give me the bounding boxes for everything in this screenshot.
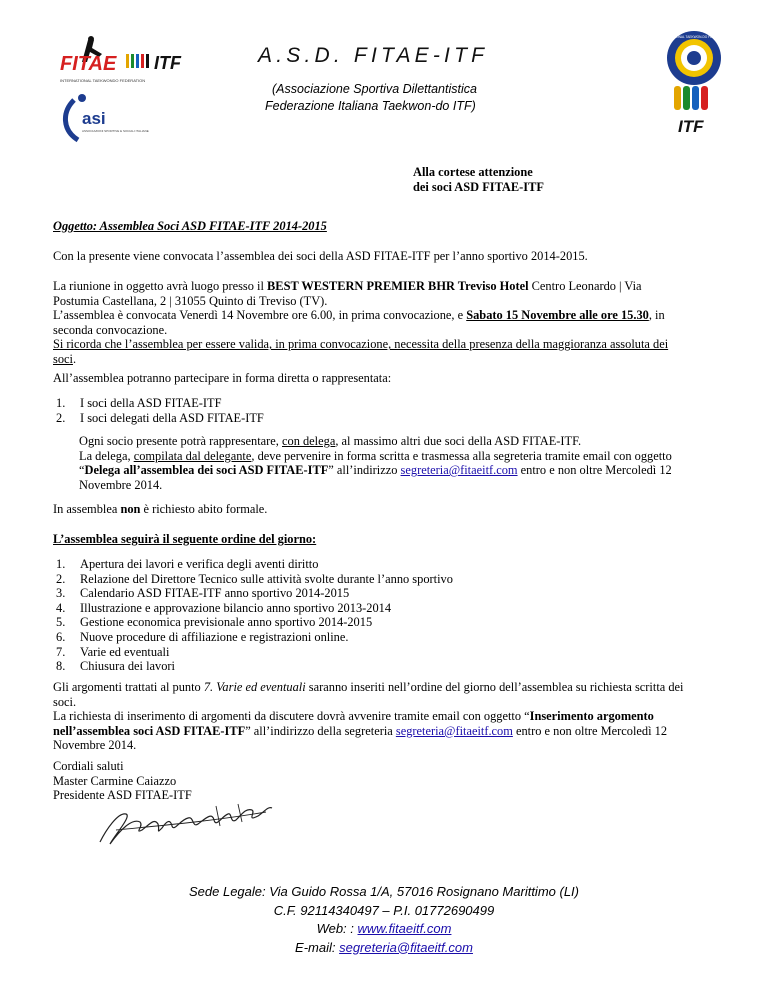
participation-list xyxy=(56,396,264,425)
agenda-item xyxy=(56,557,453,572)
signer-name: Master Carmine Caiazzo xyxy=(53,773,177,788)
svg-text:asi: asi xyxy=(82,109,106,128)
footer-tax-ids: C.F. 92114340497 – P.I. 01772690499 xyxy=(273,902,495,918)
footer-email: E-mail: segreteria@fitaeitf.com xyxy=(295,939,473,955)
agenda-item xyxy=(56,586,453,601)
footer-web-link[interactable]: www.fitaeitf.com xyxy=(357,921,452,936)
agenda-item xyxy=(56,572,453,587)
attention-block xyxy=(413,165,544,194)
agenda-item-text: Relazione del Direttore Tecnico sulle attività svolte durante l’anno sportivo xyxy=(80,571,453,586)
closing-greeting: Cordiali saluti xyxy=(53,759,124,773)
attention-line2: dei soci ASD FITAE-ITF xyxy=(413,179,544,194)
agenda-item-text: Nuove procedure di affiliazione e registrazioni online. xyxy=(80,629,349,644)
agenda-item-number: 5. xyxy=(56,615,66,630)
agenda-item-text: Varie ed eventuali xyxy=(80,644,170,659)
dress-code: In assemblea non è richiesto abito formale. xyxy=(53,502,268,516)
participation-item xyxy=(56,411,264,426)
agenda-item xyxy=(56,630,453,645)
agenda-item xyxy=(56,615,453,630)
agenda-item-number: 6. xyxy=(56,629,66,644)
org-title: A.S.D. FITAE-ITF xyxy=(258,44,489,67)
svg-text:ASSOCIAZIONI SPORTIVE E SOCIAL: ASSOCIAZIONI SPORTIVE E SOCIALI ITALIANE xyxy=(82,129,149,133)
svg-text:ITF: ITF xyxy=(678,117,704,136)
agenda-item-number: 3. xyxy=(56,586,66,601)
agenda-item-text: Gestione economica previsionale anno sportivo 2014-2015 xyxy=(80,615,373,630)
delega-paragraph: Ogni socio presente potrà rappresentare, con delega, al massimo altri due soci della ASD FITAE-ITF. La delega, compilata dal delegante, deve pervenire in forma scritta e trasmessa alla segreteria tramite email con oggetto “Delega all’assemblea dei soci ASD FITAE-ITF” all’indirizzo segreteria@fitaeitf.com entro e non oltre Mercoledì 12 Novembre 2014. xyxy=(79,434,672,492)
footer-address: Sede Legale: Via Guido Rossa 1/A, 57016 Rosignano Marittimo (LI) xyxy=(189,884,579,899)
svg-text:INTERNATIONAL TAEKWON-DO FEDER: INTERNATIONAL TAEKWON-DO FEDERATION xyxy=(659,35,729,39)
svg-text:INTERNATIONAL TAEKWONDO FEDERA: INTERNATIONAL TAEKWONDO FEDERATION xyxy=(60,78,146,83)
asi-logo xyxy=(60,90,149,144)
fitae-itf-logo xyxy=(58,36,186,86)
agenda-item-text: Calendario ASD FITAE-ITF anno sportivo 2014-2015 xyxy=(80,586,350,601)
agenda-item-number: 4. xyxy=(56,600,66,615)
participation-item-number: 1. xyxy=(56,396,66,410)
agenda-item xyxy=(56,645,453,660)
agenda-item xyxy=(56,659,453,674)
agenda-item-number: 8. xyxy=(56,659,66,674)
delega-email-link[interactable]: segreteria@fitaeitf.com xyxy=(400,463,518,478)
participation-item-number: 2. xyxy=(56,410,66,425)
footer xyxy=(0,883,768,957)
participation-item-text: I soci della ASD FITAE-ITF xyxy=(80,396,222,410)
signature xyxy=(96,800,276,850)
org-subtitle-line1: (Associazione Sportiva Dilettantistica xyxy=(272,82,477,96)
itf-seal-logo xyxy=(659,30,729,86)
venue-paragraph: La riunione in oggetto avrà luogo presso il BEST WESTERN PREMIER BHR Treviso Hotel Centro Leonardo | Via Postumia Castellana, 2 | 31055 Quinto di Treviso (TV). L’assemblea è convocata Venerdì 14 Novembre ore 6.00, in prima convocazione, e Sabato 15 Novembre alle ore 15.30, in seconda convocazione. Si ricorda che l’assemblea per essere valida, in prima convocazione, necessita della presenza della maggioranza assoluta dei soci. xyxy=(53,279,669,366)
attention-line1: Alla cortese attenzione xyxy=(413,165,533,179)
topics-email-link[interactable]: segreteria@fitaeitf.com xyxy=(395,723,513,738)
closing-block xyxy=(53,759,192,803)
agenda-item-number: 7. xyxy=(56,644,66,659)
signer-role: Presidente ASD FITAE-ITF xyxy=(53,788,192,803)
participation-item xyxy=(56,396,264,411)
agenda-item-text: Apertura dei lavori e verifica degli aventi diritto xyxy=(80,557,319,571)
subject: Oggetto: Assemblea Soci ASD FITAE-ITF 2014-2015 xyxy=(53,219,327,233)
footer-email-link[interactable]: segreteria@fitaeitf.com xyxy=(339,939,473,955)
org-subtitle-line2: Federazione Italiana Taekwon-do ITF) xyxy=(265,99,476,113)
participation-item-text: I soci delegati della ASD FITAE-ITF xyxy=(80,410,264,425)
participation-intro: All’assemblea potranno partecipare in forma diretta o rappresentata: xyxy=(53,371,392,385)
itf-logo xyxy=(668,82,720,136)
intro-paragraph: Con la presente viene convocata l’assemblea dei soci della ASD FITAE-ITF per l’anno sportivo 2014-2015. xyxy=(53,249,588,263)
svg-text:ITF: ITF xyxy=(154,53,181,73)
agenda-item-text: Illustrazione e approvazione bilancio anno sportivo 2013-2014 xyxy=(80,600,392,615)
agenda-item-number: 2. xyxy=(56,571,66,586)
agenda-heading: L’assemblea seguirà il seguente ordine del giorno: xyxy=(53,532,317,546)
agenda-list xyxy=(56,557,453,674)
footer-web: Web: : www.fitaeitf.com xyxy=(316,921,452,936)
agenda-item xyxy=(56,601,453,616)
agenda-item-number: 1. xyxy=(56,557,66,571)
svg-text:FITAE: FITAE xyxy=(60,53,117,75)
topics-paragraph: Gli argomenti trattati al punto 7. Varie ed eventuali saranno inseriti nell’ordine del giorno dell’assemblea su richiesta scritta dei soci. La richiesta di inserimento di argomenti da discutere dovrà avvenire tramite email con oggetto “Inserimento argomento nell’assemblea soci ASD FITAE-ITF” all’indirizzo della segreteria segreteria@fitaeitf.com entro e non oltre Mercoledì 12 Novembre 2014. xyxy=(53,680,684,753)
agenda-item-text: Chiusura dei lavori xyxy=(80,659,175,674)
